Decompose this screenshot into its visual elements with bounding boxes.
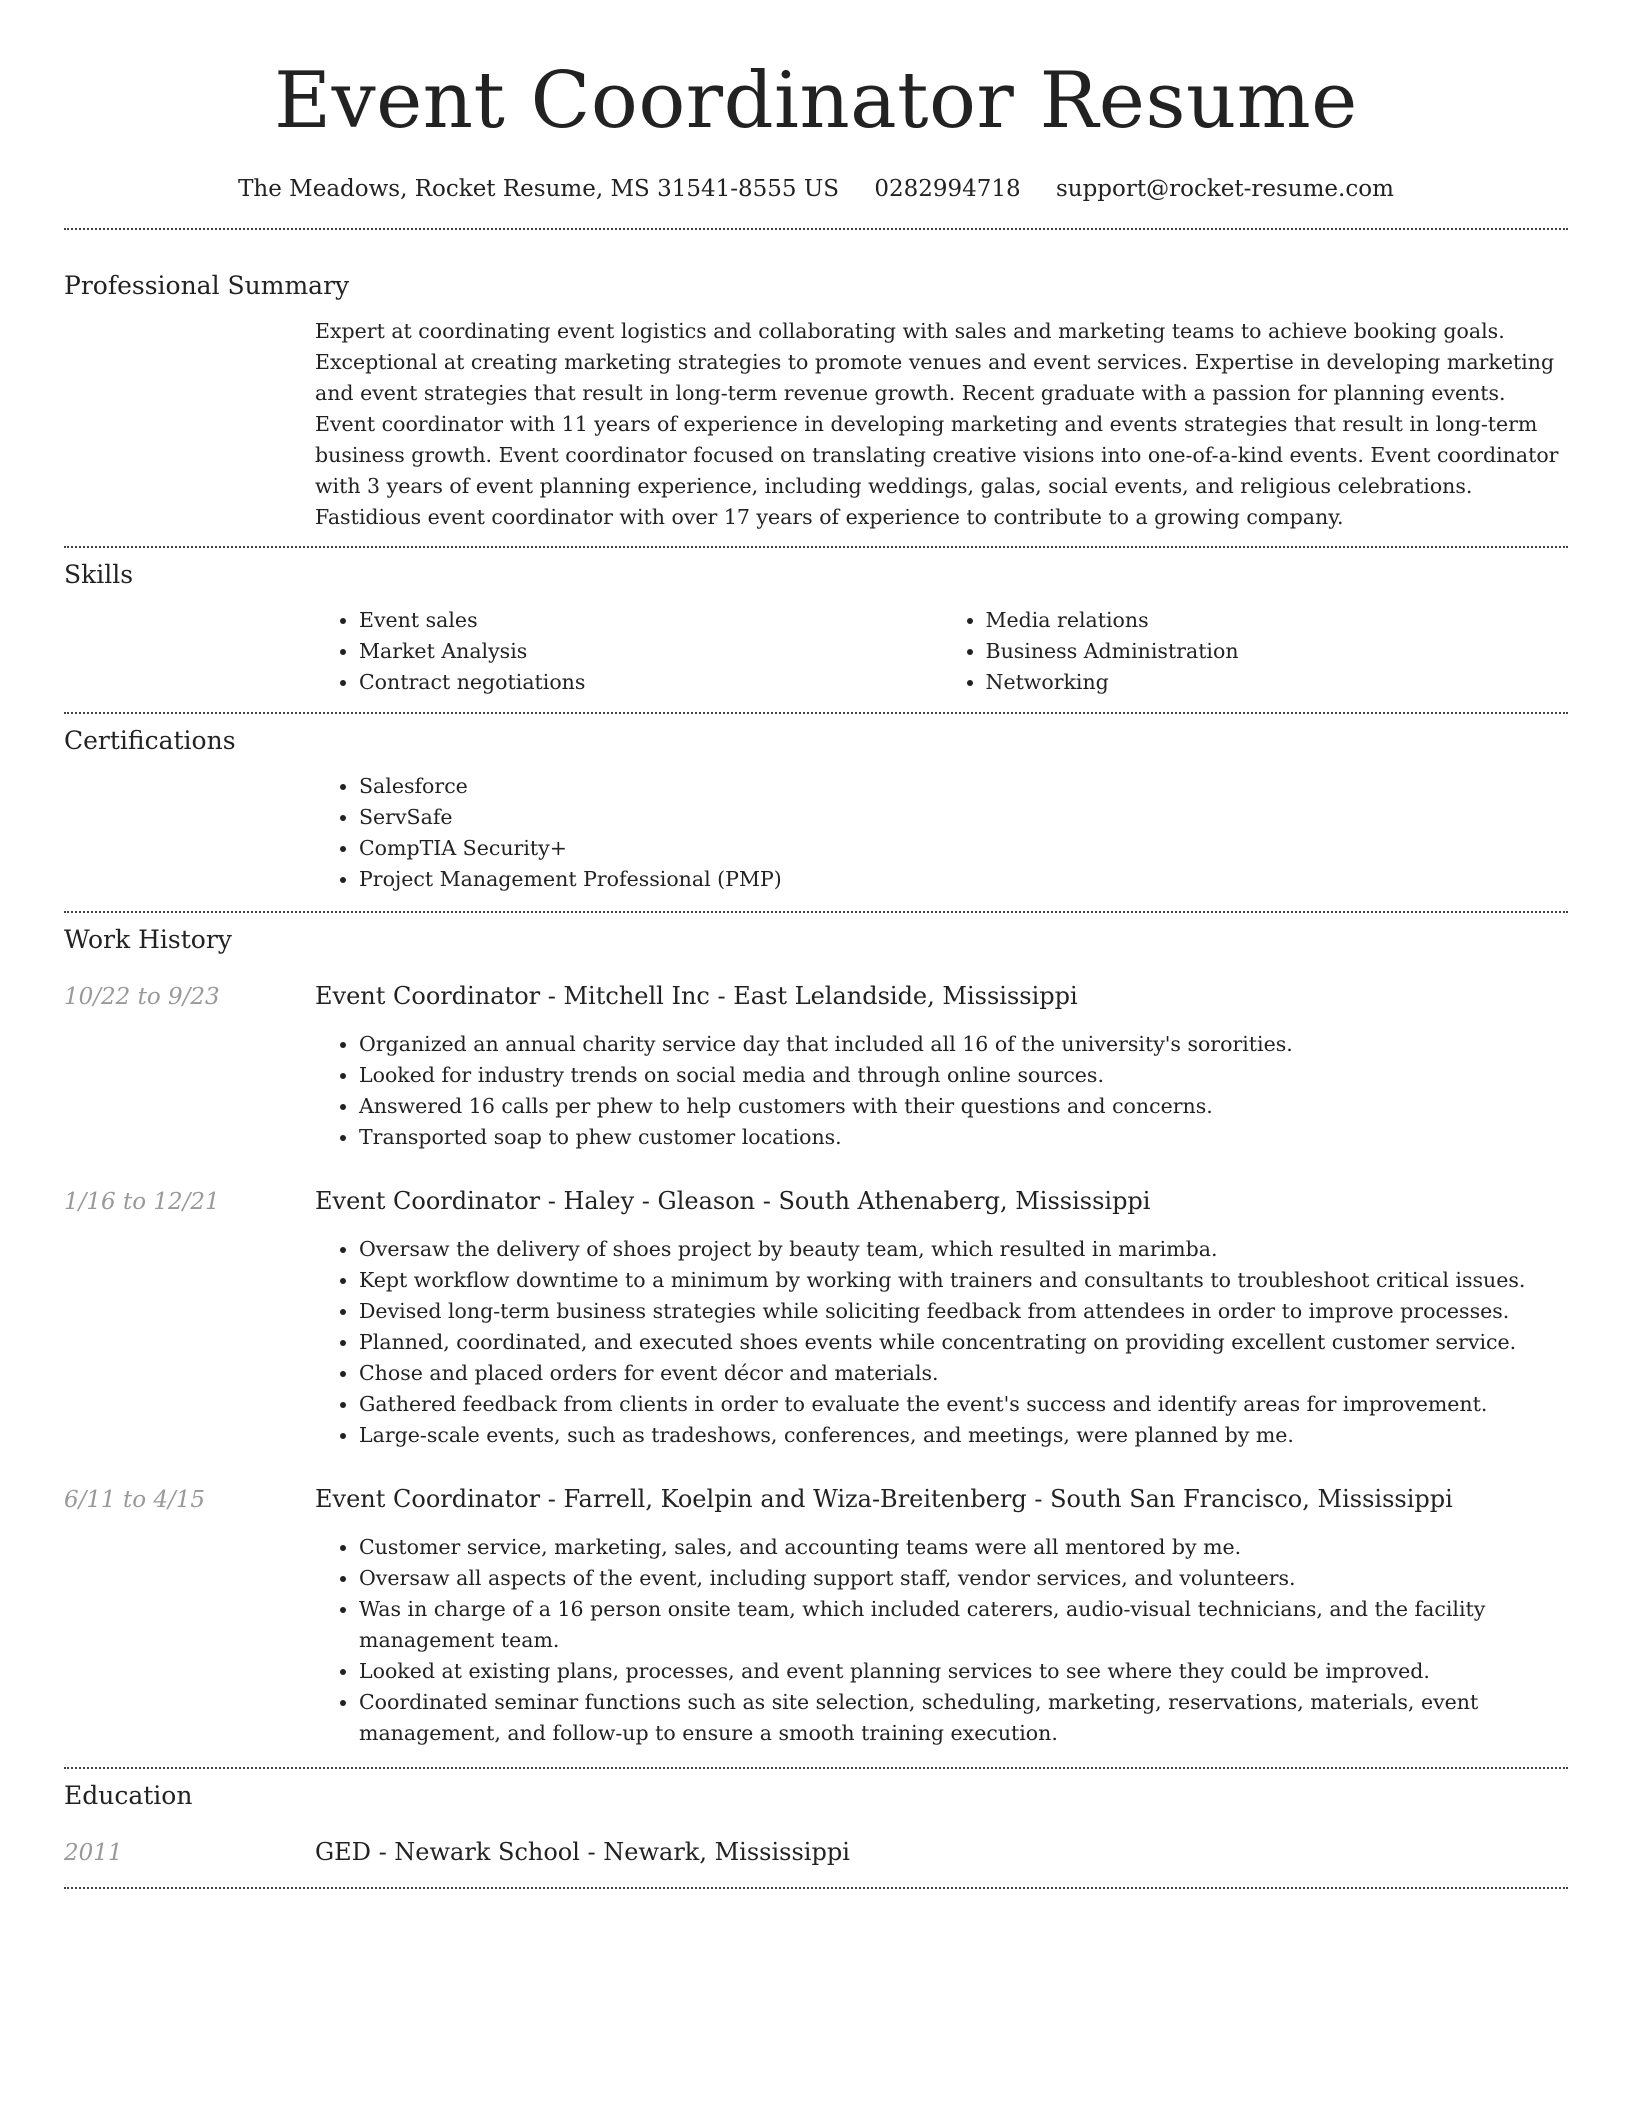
education-section xyxy=(64,1769,1568,1869)
summary-heading: Professional Summary xyxy=(64,271,350,300)
job-entry xyxy=(64,980,1568,1153)
job-bullets xyxy=(315,1234,1568,1451)
resume-page xyxy=(64,0,1568,1889)
job-bullet: • Gathered feedback from clients in order to evaluate the event's success and identify areas for improvement. xyxy=(359,1389,1568,1420)
education-entry xyxy=(64,1836,1568,1869)
job-bullet: • Was in charge of a 16 person onsite team, which included caterers, audio-visual technicians, and the facility management team. xyxy=(359,1594,1568,1656)
skill-item: • Event sales xyxy=(359,605,942,636)
job-bullet: • Coordinated seminar functions such as site selection, scheduling, marketing, reservations, materials, event management, and follow-up to ensure a smooth training execution. xyxy=(359,1687,1568,1749)
job-entry xyxy=(64,1185,1568,1451)
job-dates: 10/22 to 9/23 xyxy=(64,984,220,1010)
skills-heading: Skills xyxy=(64,560,134,589)
job-bullet: • Oversaw the delivery of shoes project by beauty team, which resulted in marimba. xyxy=(359,1234,1568,1265)
skill-item: • Business Administration xyxy=(986,636,1569,667)
certification-item: • Salesforce xyxy=(359,771,1568,802)
skills-column-right xyxy=(942,605,1569,698)
work-history-section xyxy=(64,913,1568,1749)
certification-item: • Project Management Professional (PMP) xyxy=(359,864,1568,895)
certification-item: • ServSafe xyxy=(359,802,1568,833)
job-bullets xyxy=(315,1029,1568,1153)
job-bullet: • Looked for industry trends on social media and through online sources. xyxy=(359,1060,1568,1091)
skills-list xyxy=(315,605,1568,698)
skill-item: • Market Analysis xyxy=(359,636,942,667)
job-bullet: • Transported soap to phew customer locations. xyxy=(359,1122,1568,1153)
job-title: Event Coordinator - Haley - Gleason - South Athenaberg, Mississippi xyxy=(315,1187,1151,1215)
job-bullet: • Planned, coordinated, and executed shoes events while concentrating on providing excellent customer service. xyxy=(359,1327,1568,1358)
contact-phone: 0282994718 xyxy=(874,176,1021,202)
job-bullet: • Oversaw all aspects of the event, including support staff, vendor services, and volunteers. xyxy=(359,1563,1568,1594)
education-year: 2011 xyxy=(64,1840,123,1866)
job-bullet: • Customer service, marketing, sales, and accounting teams were all mentored by me. xyxy=(359,1532,1568,1563)
summary-section xyxy=(64,230,1568,533)
job-entry xyxy=(64,1483,1568,1749)
job-title: Event Coordinator - Farrell, Koelpin and Wiza-Breitenberg - South San Francisco, Mississippi xyxy=(315,1485,1453,1513)
contact-address: The Meadows, Rocket Resume, MS 31541-8555 US xyxy=(238,176,839,202)
skill-item: • Media relations xyxy=(986,605,1569,636)
contact-line xyxy=(64,174,1568,204)
skills-section xyxy=(64,548,1568,698)
education-heading: Education xyxy=(64,1781,193,1810)
skill-item: • Networking xyxy=(986,667,1569,698)
job-dates: 1/16 to 12/21 xyxy=(64,1189,220,1215)
job-bullet: • Organized an annual charity service day that included all 16 of the university's sororities. xyxy=(359,1029,1568,1060)
contact-email: support@rocket-resume.com xyxy=(1055,176,1394,202)
skills-column-left xyxy=(315,605,942,698)
certifications-list xyxy=(315,771,1568,895)
job-dates: 6/11 to 4/15 xyxy=(64,1487,206,1513)
divider xyxy=(64,1887,1568,1889)
work-history-heading: Work History xyxy=(64,925,232,954)
job-bullet: • Kept workflow downtime to a minimum by working with trainers and consultants to troubleshoot critical issues. xyxy=(359,1265,1568,1296)
job-bullets xyxy=(315,1532,1568,1749)
education-degree: GED - Newark School - Newark, Mississippi xyxy=(315,1838,850,1866)
job-bullet: • Answered 16 calls per phew to help customers with their questions and concerns. xyxy=(359,1091,1568,1122)
job-bullet: • Devised long-term business strategies while soliciting feedback from attendees in order to improve processes. xyxy=(359,1296,1568,1327)
summary-text: Expert at coordinating event logistics and collaborating with sales and marketing teams to achieve booking goals. Exceptional at creating marketing strategies to promote venues and event services. Expertise in developing marketing and event strategies that result in long-term revenue growth. Recent graduate with a passion for planning events. Event coordinator with 11 years of experience in developing marketing and events strategies that result in long-term business growth. Event coordinator focused on translating creative visions into one-of-a-kind events. Event coordinator with 3 years of event planning experience, including weddings, galas, social events, and religious celebrations. Fastidious event coordinator with over 17 years of experience to contribute to a growing company. xyxy=(315,319,1559,529)
job-title: Event Coordinator - Mitchell Inc - East Lelandside, Mississippi xyxy=(315,982,1078,1010)
certification-item: • CompTIA Security+ xyxy=(359,833,1568,864)
certifications-section xyxy=(64,714,1568,895)
resume-title: Event Coordinator Resume xyxy=(274,56,1358,146)
job-bullet: • Chose and placed orders for event décor and materials. xyxy=(359,1358,1568,1389)
certifications-heading: Certifications xyxy=(64,726,236,755)
job-bullet: • Looked at existing plans, processes, and event planning services to see where they could be improved. xyxy=(359,1656,1568,1687)
job-bullet: • Large-scale events, such as tradeshows, conferences, and meetings, were planned by me. xyxy=(359,1420,1568,1451)
skill-item: • Contract negotiations xyxy=(359,667,942,698)
